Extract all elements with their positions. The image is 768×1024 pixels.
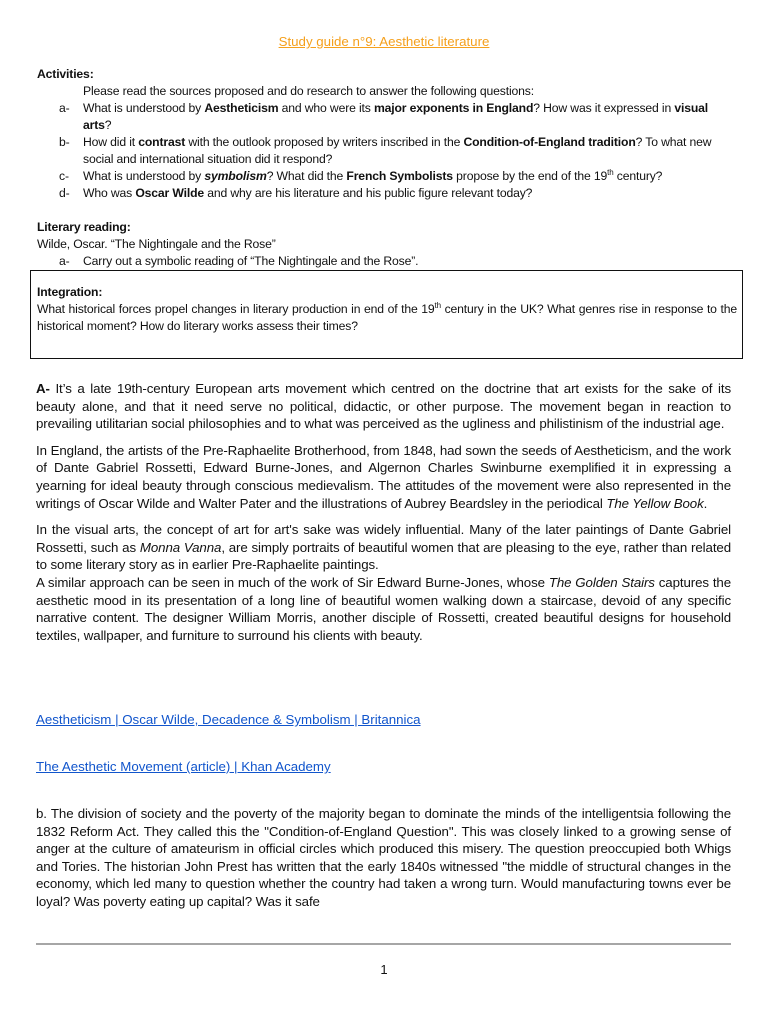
text-run: In England, the artists of the Pre-Raphaelite Brotherhood, from 1848, had sown the seeds of Aestheticism, and the work of Dante Gabriel Rossetti, Edward Burne-Jones, and Algernon Charles Swinburne exemplified it in expressing a yearning for ideal beauty through conscious medievalism. The attitudes of the movement were also represented in the writings of Oscar Wilde and Walter Pater and the illustrations of Aubrey Beardsley in the periodical [36, 442, 731, 511]
answer-a-body [36, 380, 731, 653]
literary-source: Wilde, Oscar. “The Nightingale and the Rose” [37, 237, 276, 251]
footer-divider [36, 943, 731, 945]
literary-reading-section [37, 219, 737, 270]
text-run: ? How was it expressed in [533, 101, 675, 115]
list-marker: d- [59, 186, 70, 200]
text-run: Condition-of-England tradition [463, 135, 636, 149]
text-run: The Golden Stairs [548, 574, 655, 590]
text-run: th [607, 167, 614, 177]
text-run: century? [613, 169, 663, 183]
text-run: and why are his literature and his public figure relevant today? [204, 186, 533, 200]
paragraph [36, 521, 731, 574]
text-run: major exponents in England [373, 101, 534, 115]
list-marker: c- [59, 169, 69, 183]
text-run: . [703, 495, 708, 511]
text-run: How did it [83, 135, 139, 149]
text-run: Monna Vanna [139, 539, 222, 555]
activities-intro: Please read the sources proposed and do research to answer the following questions: [83, 84, 534, 98]
text-run: French Symbolists [346, 169, 453, 183]
text-run: What historical forces propel changes in literary production in end of the 19 [37, 302, 435, 316]
text-run: ? What did the [266, 169, 347, 183]
text-run: ? To what new social and international situation did it respond? [83, 135, 712, 166]
khan-academy-link[interactable]: The Aesthetic Movement (article) | Khan Academy [36, 759, 331, 774]
paragraph [36, 442, 731, 512]
activities-list [37, 100, 737, 202]
text-run: In the visual arts, the concept of art for art's sake was widely influential. Many of the later paintings of Dante Gabriel Rossetti, such as [36, 522, 731, 555]
literary-list [37, 253, 737, 270]
activities-section [37, 66, 737, 202]
list-item [37, 100, 737, 134]
text-run: Who was [83, 186, 136, 200]
text-run: What is understood by [83, 169, 205, 183]
text-run: It’s a late 19th-century European arts movement which centred on the doctrine that art exists for the sake of its beauty alone, and that it need serve no political, didactic, or other purpose. The movement began in reaction to prevailing utilitarian social philosophies and to what was perceived as the ugliness and philistinism of the industrial age. [36, 381, 731, 432]
integration-text [37, 301, 737, 335]
text-run: and who were its [278, 101, 374, 115]
document-title: Study guide n°9: Aesthetic literature [278, 34, 490, 49]
list-marker: a- [59, 101, 70, 115]
text-run: propose by the end of the 19 [452, 169, 608, 183]
text-run: symbolism [204, 169, 267, 183]
text-run: . The division of society and the poverty of the majority began to dominate the minds of the intelligentsia following the 1832 Reform Act. They called this the "Condition-of-England Question". This was closely linked to a growing sense of anger at the culture of amateurism in official circles which produced this misery. The question preoccupied both Whigs and Tories. The historian John Prest has written that the early 1840s witnessed "the middle of structural changes in the economy, which led many to question whether the country had taken a wrong turn. Would manufacturing towns ever be loyal? Was poverty eating up capital? Was it safe [36, 806, 731, 909]
answer-b-body [36, 805, 731, 911]
paragraph [36, 380, 731, 433]
paragraph [36, 574, 731, 644]
text-run: The Yellow Book [606, 495, 704, 511]
text-run: Aestheticism [204, 101, 279, 115]
text-run: with the outlook proposed by writers inscribed in the [185, 135, 464, 149]
text-run: Carry out a symbolic reading of “The Nightingale and the Rose”. [83, 254, 419, 268]
text-run: b [36, 806, 44, 821]
text-run: contrast [138, 135, 186, 149]
list-item [37, 185, 737, 202]
list-item [37, 168, 737, 185]
text-run: , are simply portraits of beautiful women that are pleasing to the eye, rather than related to some literary story as in earlier Pre-Raphaelite paintings. [36, 539, 732, 573]
literary-heading: Literary reading: [37, 220, 131, 234]
integration-heading: Integration: [37, 285, 103, 299]
text-run: th [434, 300, 441, 310]
britannica-link[interactable]: Aestheticism | Oscar Wilde, Decadence & Symbolism | Britannica [36, 712, 421, 727]
list-item [37, 253, 737, 270]
list-item [37, 134, 737, 168]
text-run: ? [104, 118, 112, 132]
page-number: 1 [380, 962, 388, 977]
text-run: visual arts [83, 101, 708, 132]
text-run: A similar approach can be seen in much of the work of Sir Edward Burne-Jones, whose [36, 574, 549, 590]
integration-box [30, 270, 743, 359]
text-run: century in the UK? What genres rise in response to the historical moment? How do literary works assess their times? [37, 302, 737, 333]
text-run: What is understood by [83, 101, 205, 115]
text-run: Oscar Wilde [135, 186, 204, 200]
list-marker: b- [59, 135, 70, 149]
activities-heading: Activities: [37, 67, 94, 81]
list-marker: a- [59, 254, 70, 268]
text-run: captures the aesthetic mood in its presentation of a long line of beautiful women walking down a staircase, devoid of any specific narrative content. The designer William Morris, another disciple of Rossetti, created beautiful designs for household textiles, wallpaper, and furniture to surround his clients with beauty. [36, 574, 732, 643]
text-run: A- [36, 381, 50, 396]
